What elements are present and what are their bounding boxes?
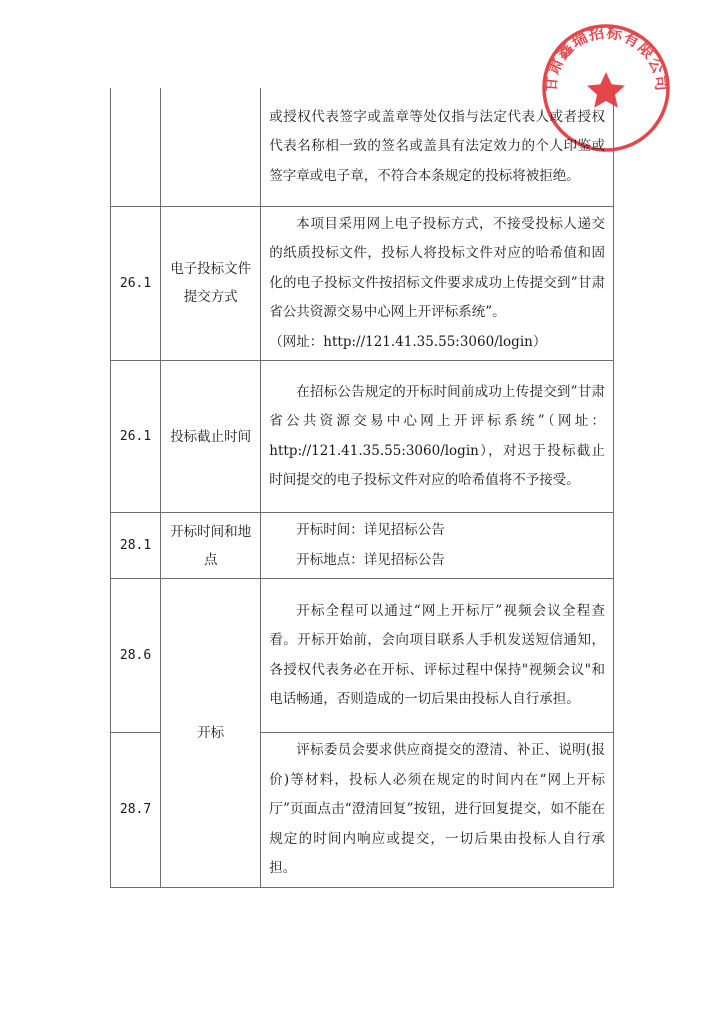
row-content-cell bbox=[261, 361, 614, 513]
content-paragraph: 开标全程可以通过“网上开标厅”视频会议全程查看。开标开始前，会向项目联系人手机发送短信通知，各授权代表务必在开标、评标过程中保持"视频会议"和电话畅通，否则造成的一切后果由投标人自行承担。 bbox=[269, 602, 605, 707]
content-paragraph: 评标委员会要求供应商提交的澄清、补正、说明(报价)等材料，投标人必须在规定的时间内在“网上开标厅”页面点击“澄清回复”按钮，进行回复提交，如不能在规定的时间内响应或提交，一切后果由投标人自行承担。 bbox=[269, 742, 605, 876]
row-item-cell: 开标 bbox=[161, 579, 261, 888]
row-number-cell: 28.1 bbox=[111, 513, 161, 579]
bid-requirements-table bbox=[110, 88, 614, 888]
row-content-cell bbox=[261, 579, 614, 733]
row-content-cell bbox=[261, 733, 614, 888]
row-number-cell: 26.1 bbox=[111, 206, 161, 361]
row-number-cell: 26.1 bbox=[111, 361, 161, 513]
row-number-cell bbox=[111, 88, 161, 206]
content-paragraph: 在招标公告规定的开标时间前成功上传提交到”甘肃省公共资源交易中心网上开评标系统”（网址：http://121.41.35.55:3060/login），对迟于投标截止时间提交的电子投标文件对应的哈希值将不予接受。 bbox=[269, 383, 605, 488]
content-paragraph: 或授权代表签字或盖章等处仅指与法定代表人或者授权代表名称相一致的签名或盖具有法定效力的个人印鉴或签字章或电子章，不符合本条规定的投标将被拒绝。 bbox=[269, 108, 605, 184]
content-paragraph: 开标时间：详见招标公告 bbox=[296, 522, 445, 538]
row-item-cell: 投标截止时间 bbox=[161, 361, 261, 513]
row-item-cell: 开标时间和地点 bbox=[161, 513, 261, 579]
content-paragraph: 本项目采用网上电子投标方式，不接受投标人递交的纸质投标文件，投标人将投标文件对应的哈希值和固化的电子投标文件按招标文件要求成功上传提交到”甘肃省公共资源交易中心网上开评标系统”。 bbox=[269, 215, 605, 320]
row-number-cell: 28.6 bbox=[111, 579, 161, 733]
row-content-cell bbox=[261, 513, 614, 579]
content-url: （网址：http://121.41.35.55:3060/login） bbox=[269, 333, 547, 350]
row-number-cell: 28.7 bbox=[111, 733, 161, 888]
content-paragraph: 开标地点：详见招标公告 bbox=[296, 551, 445, 568]
seal-text bbox=[541, 22, 672, 92]
row-content-cell bbox=[261, 206, 614, 361]
seal-text-path: 甘肃鑫瑞招标有限公司 bbox=[540, 22, 672, 93]
row-item-cell: 电子投标文件提交方式 bbox=[161, 206, 261, 361]
table-row bbox=[111, 579, 614, 733]
row-content-cell bbox=[261, 88, 614, 206]
row-item-cell bbox=[161, 88, 261, 206]
table-row bbox=[111, 206, 614, 361]
table-row bbox=[111, 513, 614, 579]
table-row bbox=[111, 88, 614, 206]
table-row bbox=[111, 361, 614, 513]
